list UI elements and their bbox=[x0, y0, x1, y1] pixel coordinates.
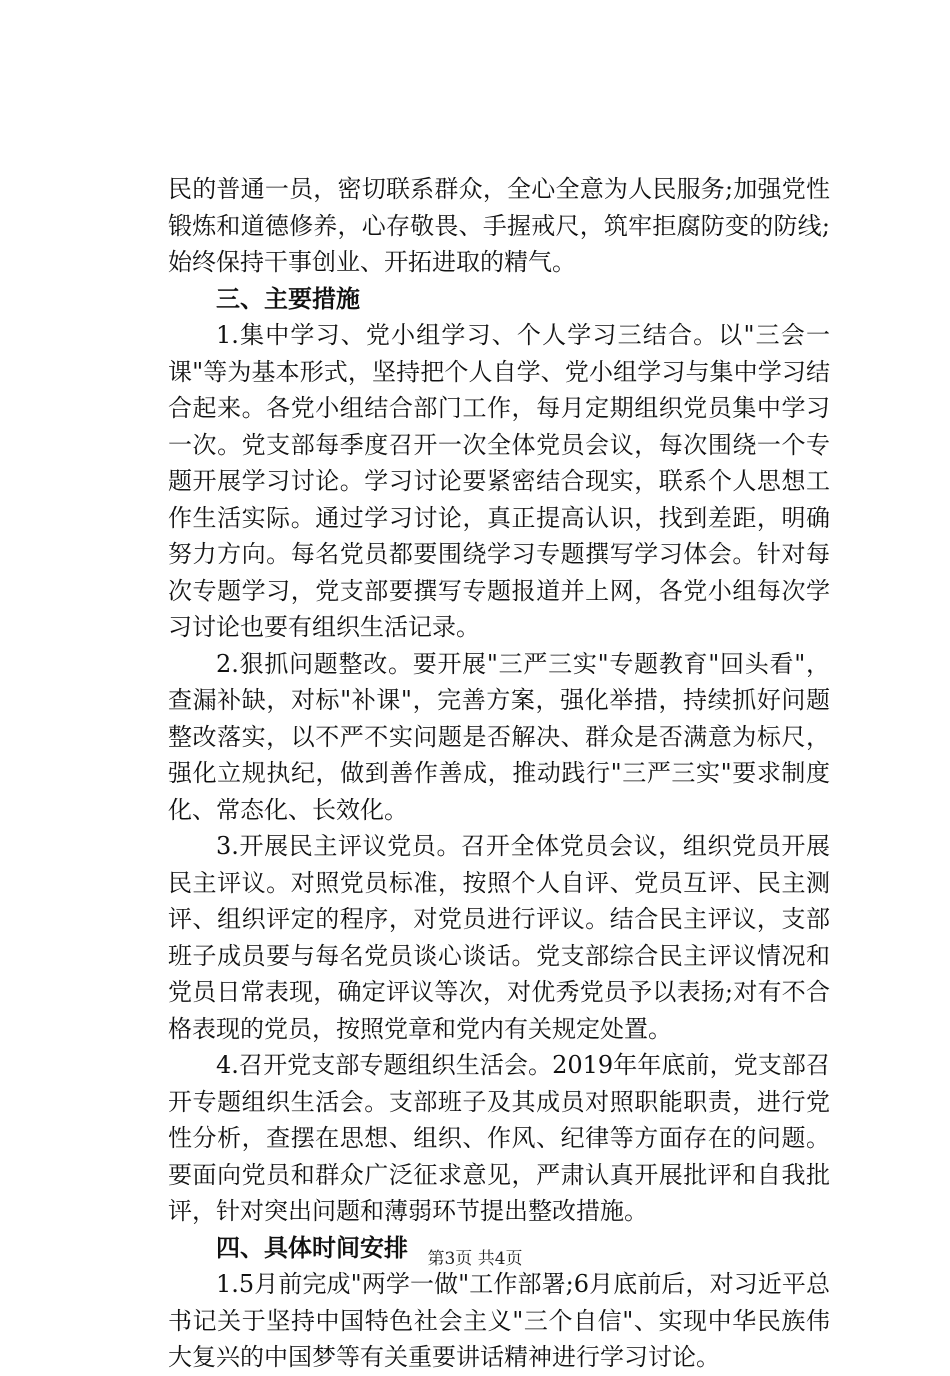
page-number-footer: 第3页 共4页 bbox=[427, 1249, 523, 1269]
paragraph-schedule-1: 1.5月前完成"两学一做"工作部署;6月底前后，对习近平总书记关于坚持中国特色社会主义"三个自信"、实现中华民族伟大复兴的中国梦等有关重要讲话精神进行学习讨论。 bbox=[168, 1270, 830, 1371]
paragraph-measure-4: 4.召开党支部专题组织生活会。2019年年底前，党支部召开专题组织生活会。支部班子及其成员对照职能职责，进行党性分析，查摆在思想、组织、作风、纪律等方面存在的问题。要面向党员和群众广泛征求意见，严肃认真开展批评和自我批评，针对突出问题和薄弱环节提出整改措施。 bbox=[168, 1051, 830, 1225]
section-heading-main-measures: 三、主要措施 bbox=[216, 284, 360, 313]
paragraph-measure-3: 3.开展民主评议党员。召开全体党员会议，组织党员开展民主评议。对照党员标准，按照个人自评、党员互评、民主测评、组织评定的程序，对党员进行评议。结合民主评议，支部班子成员要与每名党员谈心谈话。党支部综合民主评议情况和党员日常表现，确定评议等次，对优秀党员予以表扬;对有不合格表现的党员，按照党章和党内有关规定处置。 bbox=[168, 832, 830, 1043]
paragraph-continuation: 民的普通一员，密切联系群众，全心全意为人民服务;加强党性锻炼和道德修养，心存敬畏、手握戒尺，筑牢拒腐防变的防线;始终保持干事创业、开拓进取的精气。 bbox=[168, 175, 830, 276]
section-heading-schedule: 四、具体时间安排 bbox=[216, 1233, 408, 1262]
paragraph-measure-1: 1.集中学习、党小组学习、个人学习三结合。以"三会一课"等为基本形式，坚持把个人自学、党小组学习与集中学习结合起来。各党小组结合部门工作，每月定期组织党员集中学习一次。党支部每季度召开一次全体党员会议，每次围绕一个专题开展学习讨论。学习讨论要紧密结合现实，联系个人思想工作生活实际。通过学习讨论，真正提高认识，找到差距，明确努力方向。每名党员都要围绕学习专题撰写学习体会。针对每次专题学习，党支部要撰写专题报道并上网，各党小组每次学习讨论也要有组织生活记录。 bbox=[168, 321, 830, 641]
document-body bbox=[168, 171, 830, 1376]
paragraph-measure-2: 2.狠抓问题整改。要开展"三严三实"专题教育"回头看"，查漏补缺，对标"补课"，完善方案，强化举措，持续抓好问题整改落实，以不严不实问题是否解决、群众是否满意为标尺，强化立规执纪，做到善作善成，推动践行"三严三实"要求制度化、常态化、长效化。 bbox=[168, 649, 830, 824]
